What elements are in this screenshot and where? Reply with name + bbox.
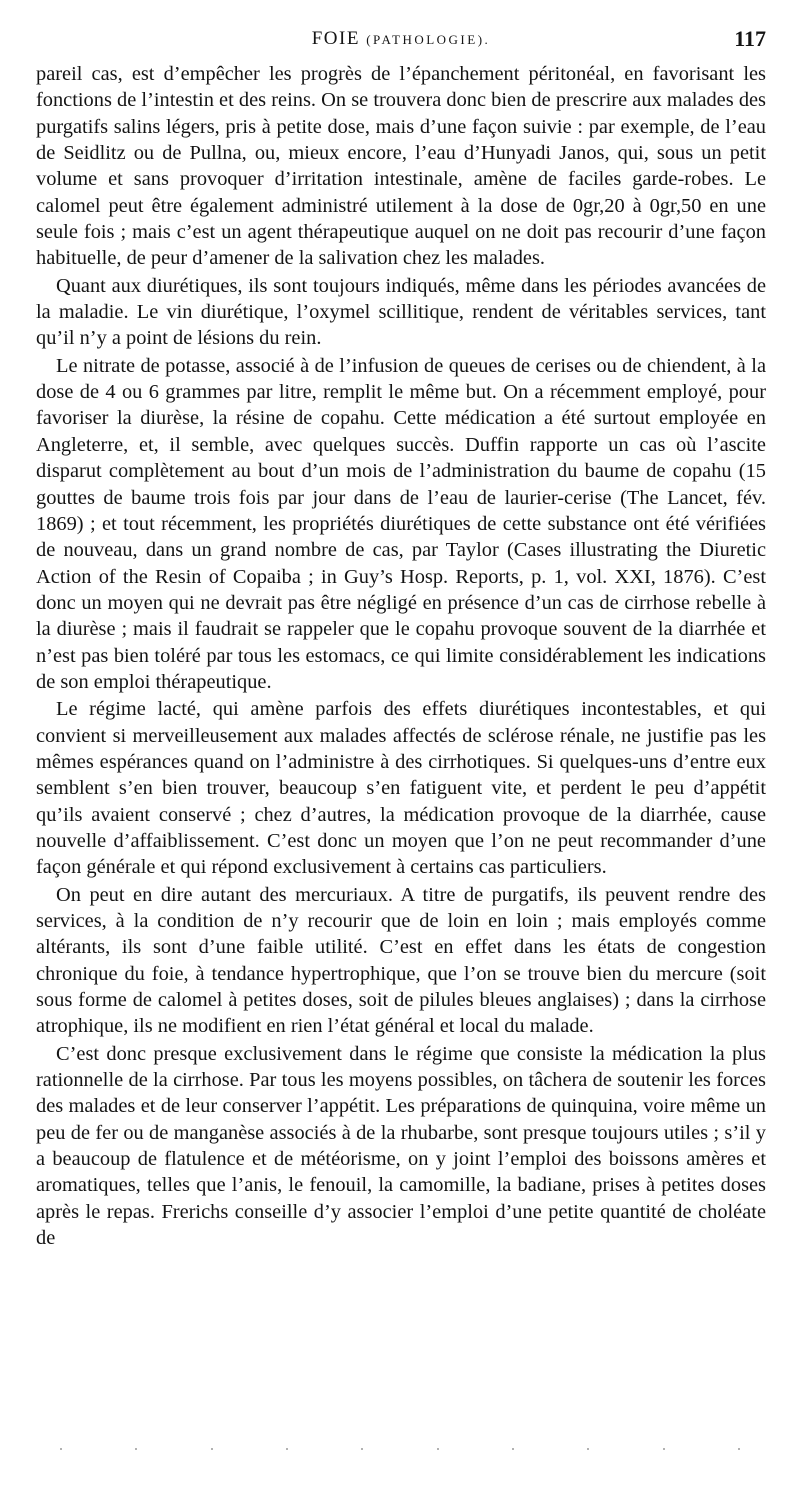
paragraph-mercurials: On peut en dire autant des mercuriaux. A titre de purgatifs, ils peuvent rendre des services, à la condition de n’y recourir que de loin en loin ; mais employés comme altérants, ils sont d’une faible utilité. C’est en effet dans les états de congestion chronique du foie, à tendance hypertrophique, que l’on se trouve bien du mercure (soit sous forme de calomel à petites doses, soit de pilules bleues anglaises) ; dans la cirrhose atrophique, ils ne modifient en rien l’état général et local du malade. bbox=[36, 883, 766, 1038]
scan-dot bbox=[512, 1448, 514, 1450]
running-head-section: (PATHOLOGIE). bbox=[366, 32, 491, 47]
running-head-title bbox=[36, 24, 766, 55]
scan-dot bbox=[135, 1448, 137, 1450]
scan-dot-marks bbox=[60, 1448, 740, 1450]
running-head bbox=[36, 24, 766, 54]
scan-dot bbox=[663, 1448, 665, 1450]
body-text bbox=[36, 61, 766, 1251]
scan-dot bbox=[211, 1448, 213, 1450]
running-head-chapter: FOIE bbox=[311, 28, 360, 49]
scan-dot bbox=[286, 1448, 288, 1450]
paragraph-regimen: C’est donc presque exclusivement dans le régime que consiste la médication la plus rationnelle de la cirrhose. Par tous les moyens possibles, on tâchera de soutenir les forces des malades et de leur conserver l’appétit. Les préparations de quinquina, voire même un peu de fer ou de manganèse associés à de la rhubarbe, sont presque toujours utiles ; s’il y a beaucoup de flatulence et de météorisme, on y joint l’emploi des boissons amères et aromatiques, telles que l’anis, le fenouil, la camomille, la badiane, prises à petites doses après le repas. Frerichs conseille d’y associer l’emploi d’une petite quantité de choléate de bbox=[36, 1042, 766, 1250]
scan-dot bbox=[587, 1448, 589, 1450]
scan-dot bbox=[60, 1448, 62, 1450]
page-number: 117 bbox=[734, 26, 766, 51]
paragraph-diuretics: Quant aux diurétiques, ils sont toujours indiqués, même dans les périodes avancées de la maladie. Le vin diurétique, l’oxymel scillitique, rendent de véritables services, tant qu’il n’y a point de lésions du rein. bbox=[36, 274, 766, 350]
paragraph-nitrate-copahu: Le nitrate de potasse, associé à de l’infusion de queues de cerises ou de chiendent, à la dose de 4 ou 6 grammes par litre, remplit le même but. On a récemment employé, pour favoriser la diurèse, la résine de copahu. Cette médication a été surtout employée en Angleterre, et, il semble, avec quelques succès. Duffin rapporte un cas où l’ascite disparut complètement au bout d’un mois de l’administration du baume de copahu (15 gouttes de baume trois fois par jour dans de l’eau de laurier-cerise (The Lancet, fév. 1869) ; et tout récemment, les propriétés diurétiques de cette substance ont été vérifiées de nouveau, dans un grand nombre de cas, par Taylor (Cases illustrating the Diuretic Action of the Resin of Copaiba ; in Guy’s Hosp. Reports, p. 1, vol. XXI, 1876). C’est donc un moyen qui ne devrait pas être négligé en présence d’un cas de cirrhose rebelle à la diurèse ; mais il faudrait se rappeler que le copahu provoque souvent de la diarrhée et n’est pas bien toléré par tous les estomacs, ce qui limite considérablement les indications de son emploi thérapeutique. bbox=[36, 354, 766, 693]
scan-dot bbox=[437, 1448, 439, 1450]
scan-dot bbox=[738, 1448, 740, 1450]
scan-dot bbox=[361, 1448, 363, 1450]
paragraph-continued: pareil cas, est d’empêcher les progrès de l’épanchement péritonéal, en favorisant les fonctions de l’intestin et des reins. On se trouvera donc bien de prescrire aux malades des purgatifs salins légers, pris à petite dose, mais d’une façon suivie : par exemple, de l’eau de Seidlitz ou de Pullna, ou, mieux encore, l’eau d’Hunyadi Janos, qui, sous un petit volume et sans provoquer d’irritation intestinale, amène de faciles garde-robes. Le calomel peut être également administré utilement à la dose de 0gr,20 à 0gr,50 en une seule fois ; mais c’est un agent thérapeutique auquel on ne doit pas recourir d’une façon habituelle, de peur d’amener de la salivation chez les malades. bbox=[36, 63, 766, 270]
paragraph-milk-diet: Le régime lacté, qui amène parfois des effets diurétiques incontestables, et qui convient si merveilleusement aux malades affectés de sclérose rénale, ne justifie pas les mêmes espérances quand on l’administre à des cirrhotiques. Si quelques-uns d’entre eux semblent s’en bien trouver, beaucoup s’en fatiguent vite, et perdent le peu d’appétit qu’ils avaient conservé ; chez d’autres, la médication provoque de la diarrhée, cause nouvelle d’affaiblissement. C’est donc un moyen que l’on ne peut recommander d’une façon générale et qui répond exclusivement à certains cas particuliers. bbox=[36, 698, 766, 879]
